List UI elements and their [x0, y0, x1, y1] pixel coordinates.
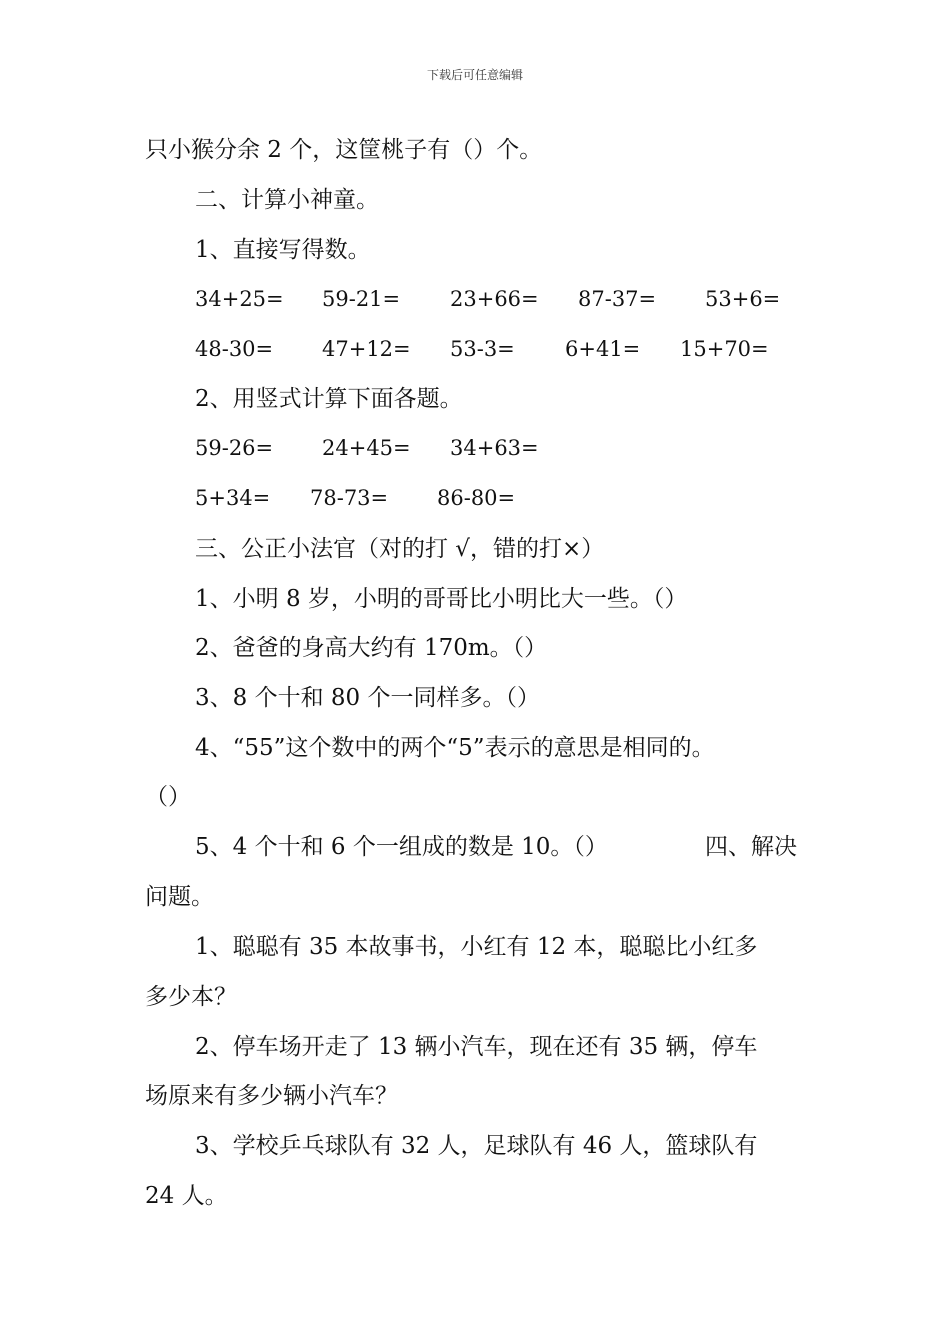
- section-heading: 三、公正小法官（对的打 √，错的打×）: [195, 536, 605, 562]
- judgment-item: 5、4 个十和 6 个一组成的数是 10。（）: [195, 834, 608, 860]
- word-problem-continued: 24 人。: [145, 1183, 228, 1209]
- equation: 59-21=: [322, 287, 401, 311]
- equation: 5+34=: [195, 486, 271, 510]
- equation: 59-26=: [195, 436, 274, 460]
- question-heading: 2、用竖式计算下面各题。: [195, 386, 463, 412]
- equation: 53+6=: [705, 287, 781, 311]
- page-header: 下载后可任意编辑: [426, 68, 523, 82]
- judgment-item: 2、爸爸的身高大约有 170m。（）: [195, 635, 548, 661]
- text-line: 只小猴分余 2 个，这筐桃子有（）个。: [145, 137, 543, 163]
- judgment-item: 3、8 个十和 80 个一同样多。（）: [195, 685, 540, 711]
- judgment-item-continued: （）: [145, 784, 191, 810]
- equation: 48-30=: [195, 337, 274, 361]
- equation: 24+45=: [322, 436, 411, 460]
- section-heading: 二、计算小神童。: [195, 187, 379, 213]
- equation: 23+66=: [450, 287, 539, 311]
- section-heading-continued: 问题。: [145, 884, 214, 910]
- word-problem: 1、聪聪有 35 本故事书，小红有 12 本，聪聪比小红多: [195, 934, 758, 960]
- word-problem-continued: 多少本？: [145, 984, 237, 1010]
- equation: 78-73=: [310, 486, 389, 510]
- equation: 34+63=: [450, 436, 539, 460]
- equation: 34+25=: [195, 287, 284, 311]
- equation: 15+70=: [680, 337, 769, 361]
- equation: 47+12=: [322, 337, 411, 361]
- equation: 53-3=: [450, 337, 515, 361]
- equation: 6+41=: [565, 337, 641, 361]
- equation: 86-80=: [437, 486, 516, 510]
- word-problem: 2、停车场开走了 13 辆小汽车，现在还有 35 辆，停车: [195, 1034, 758, 1060]
- section-heading: 四、解决: [705, 834, 797, 860]
- judgment-item: 4、“55”这个数中的两个“5”表示的意思是相同的。: [195, 735, 715, 761]
- question-heading: 1、直接写得数。: [195, 237, 371, 263]
- judgment-item: 1、小明 8 岁，小明的哥哥比小明比大一些。（）: [195, 586, 688, 612]
- word-problem-continued: 场原来有多少辆小汽车？: [145, 1083, 398, 1109]
- equation: 87-37=: [578, 287, 657, 311]
- word-problem: 3、学校乒乓球队有 32 人，足球队有 46 人，篮球队有: [195, 1133, 758, 1159]
